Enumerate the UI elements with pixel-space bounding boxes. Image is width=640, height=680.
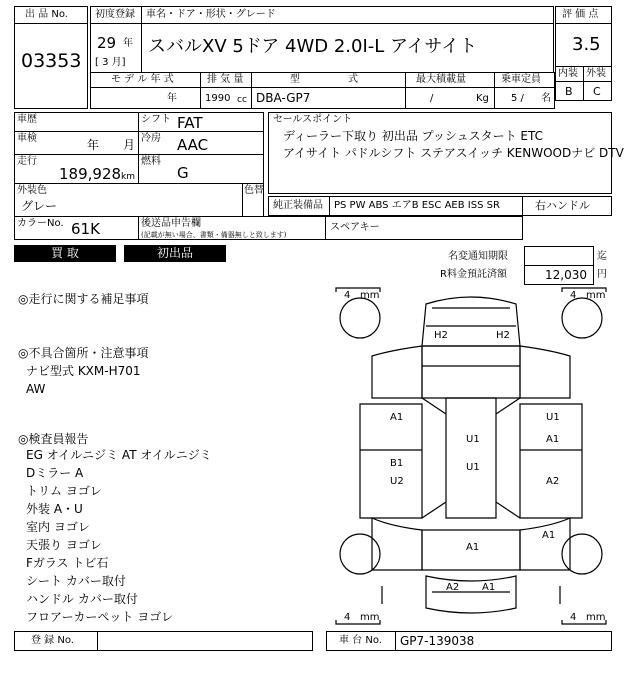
type-label-box bbox=[251, 72, 406, 88]
reg-month: [ 3 月] bbox=[95, 57, 126, 68]
exterior-grade-box bbox=[583, 81, 612, 101]
damage-mark: A1 bbox=[390, 412, 404, 423]
damage-mark: U1 bbox=[546, 412, 560, 423]
chassis-value-box bbox=[395, 631, 612, 651]
damage-mark: U1 bbox=[466, 462, 480, 473]
fuel-label: 燃料 bbox=[141, 156, 161, 167]
driving-title: ◎走行に関する補足事項 bbox=[18, 292, 149, 306]
capacity-box bbox=[494, 87, 555, 109]
recycle-unit: 円 bbox=[597, 269, 607, 280]
recycle-label: R料金預託済額 bbox=[440, 269, 507, 280]
lot-number-box bbox=[14, 23, 88, 109]
sales-line-2: アイサイト パドルシフト ステアスイッチ KENWOODナビ DTV bbox=[283, 146, 624, 160]
max-load-slash: / bbox=[430, 93, 434, 104]
tire-unit-fl: mm bbox=[360, 290, 380, 301]
steering-value: 右ハンドル bbox=[535, 199, 590, 212]
color-no-box bbox=[14, 216, 139, 240]
shift-value: FAT bbox=[177, 114, 203, 132]
inspector-item: 外装 A・U bbox=[26, 502, 83, 516]
eval-score: 3.5 bbox=[572, 34, 601, 55]
lot-label: 出 品 No. bbox=[25, 9, 68, 20]
repaint-box bbox=[242, 183, 264, 217]
mileage-unit: km bbox=[121, 172, 135, 182]
type-box bbox=[251, 87, 406, 109]
capacity-unit: 名 bbox=[541, 93, 551, 104]
inspector-item: トリム ヨゴレ bbox=[26, 484, 102, 498]
tire-depth-rr: 4 bbox=[570, 612, 577, 623]
name-label-box bbox=[141, 6, 554, 24]
inspector-item: フロアーカーペット ヨゴレ bbox=[26, 610, 174, 624]
reg-year: 29 bbox=[97, 34, 117, 52]
capacity-label-box bbox=[494, 72, 555, 88]
color-no-value: 61K bbox=[71, 220, 100, 238]
transfer-unit: 迄 bbox=[597, 251, 607, 262]
equipment-value: PS PW ABS エアB ESC AEB ISS SR bbox=[334, 200, 500, 211]
car-name-box bbox=[141, 23, 554, 73]
inspector-item: 天張り ヨゴレ bbox=[26, 538, 102, 552]
interior-label-box bbox=[555, 66, 584, 82]
inspector-item: 室内 ヨゴレ bbox=[26, 520, 90, 534]
model-year-label-box bbox=[90, 72, 201, 88]
docs-box bbox=[138, 216, 326, 240]
damage-mark: A1 bbox=[466, 542, 480, 553]
inspector-item: EG オイルニジミ AT オイルニジミ bbox=[26, 448, 212, 462]
defects-title: ◎不具合箇所・注意事項 bbox=[18, 346, 149, 360]
damage-mark: U1 bbox=[466, 434, 480, 445]
lot-label-box bbox=[14, 6, 88, 24]
equipment-label-box bbox=[268, 196, 330, 216]
eval-label: 評 価 点 bbox=[562, 9, 599, 20]
mileage-value: 189,928 bbox=[59, 165, 122, 183]
sales-label: セールスポイント bbox=[273, 114, 353, 125]
history-box bbox=[14, 112, 139, 132]
chassis-label-box bbox=[326, 631, 396, 651]
inspector-item: Fガラス トビ石 bbox=[26, 556, 109, 570]
tire-unit-rl: mm bbox=[360, 612, 380, 623]
tire-unit-fr: mm bbox=[586, 290, 606, 301]
displacement-label: 排 気 量 bbox=[207, 74, 244, 85]
equipment-label: 純正装備品 bbox=[273, 200, 323, 211]
transfer-label: 名変通知期限 bbox=[448, 251, 508, 262]
repaint-label: 色替 bbox=[244, 185, 264, 196]
tire-depth-rl: 4 bbox=[344, 612, 351, 623]
model-year-label: モ デ ル 年 式 bbox=[111, 74, 174, 85]
mileage-label: 走行 bbox=[17, 156, 37, 167]
displacement-unit: cc bbox=[237, 95, 247, 105]
docs-label: 後送品申告欄 bbox=[141, 218, 201, 229]
color-no-label: カラーNo. bbox=[17, 218, 64, 229]
inspector-title: ◎検査員報告 bbox=[18, 432, 89, 446]
chassis-label: 車 台 No. bbox=[339, 635, 382, 646]
chassis-value: GP7-139038 bbox=[400, 634, 475, 648]
displacement: 1990 bbox=[205, 93, 231, 104]
max-load-label: 最大積載量 bbox=[416, 74, 466, 85]
max-load-label-box bbox=[405, 72, 495, 88]
reg-label: 初度登録 bbox=[95, 9, 135, 20]
car-damage-diagram bbox=[330, 286, 612, 626]
docs-value-box bbox=[325, 216, 523, 240]
exterior-grade: C bbox=[593, 85, 601, 98]
fuel-value: G bbox=[177, 164, 189, 182]
color-box bbox=[14, 183, 243, 217]
max-load-unit: Kg bbox=[476, 93, 489, 104]
reg-label-box bbox=[90, 6, 142, 24]
color-label: 外装色 bbox=[17, 185, 47, 196]
model-year-unit: 年 bbox=[167, 93, 177, 104]
max-load-box bbox=[405, 87, 495, 109]
name-label: 車名・ドア・形状・グレード bbox=[146, 9, 276, 20]
damage-mark: A2 bbox=[546, 476, 560, 487]
inspection-month: 月 bbox=[123, 138, 136, 152]
model-year-box bbox=[90, 87, 201, 109]
capacity-label: 乗車定員 bbox=[501, 74, 541, 85]
inspection-label: 車検 bbox=[17, 133, 37, 144]
defect-item: ナビ型式 KXM-H701 bbox=[26, 364, 141, 378]
interior-grade: B bbox=[565, 85, 573, 98]
color-value: グレー bbox=[21, 199, 58, 213]
reg-no-label-box bbox=[14, 631, 98, 651]
equipment-box bbox=[329, 196, 523, 216]
tire-depth-fr: 4 bbox=[570, 290, 577, 301]
docs-value: スペアキー bbox=[330, 222, 380, 233]
eval-label-box bbox=[555, 6, 612, 24]
interior-label: 内装 bbox=[558, 68, 578, 79]
history-label: 車歴 bbox=[17, 114, 37, 125]
ac-box bbox=[138, 131, 264, 155]
shift-box bbox=[138, 112, 264, 132]
damage-mark: B1 bbox=[390, 458, 404, 469]
displacement-label-box bbox=[200, 72, 252, 88]
ac-label: 冷房 bbox=[141, 133, 161, 144]
reg-no-value-box bbox=[97, 631, 313, 651]
damage-mark: U2 bbox=[390, 476, 404, 487]
fuel-box bbox=[138, 154, 264, 184]
buy-label: 買 取 bbox=[14, 245, 116, 262]
mileage-box bbox=[14, 154, 139, 184]
damage-mark: A1 bbox=[546, 434, 560, 445]
tire-depth-fl: 4 bbox=[344, 290, 351, 301]
year-unit: 年 bbox=[123, 38, 133, 49]
inspector-item: シート カバー取付 bbox=[26, 574, 126, 588]
steering-box bbox=[522, 196, 612, 216]
reg-no-label: 登 録 No. bbox=[31, 635, 74, 646]
damage-mark: A2 bbox=[446, 582, 460, 593]
interior-grade-box bbox=[555, 81, 584, 101]
exterior-label-box bbox=[583, 66, 612, 82]
sales-line-1: ディーラー下取り 初出品 プッシュスタート ETC bbox=[283, 129, 543, 143]
damage-mark: H2 bbox=[434, 330, 448, 341]
docs-note: (記載が無い場合、書類・備器無しと致します) bbox=[141, 231, 287, 239]
inspection-year: 年 bbox=[87, 138, 100, 152]
transfer-value-box bbox=[524, 246, 594, 266]
reg-date-box bbox=[90, 23, 142, 73]
tire-unit-rr: mm bbox=[586, 612, 606, 623]
damage-mark: A1 bbox=[482, 582, 496, 593]
type-label-2: 式 bbox=[348, 74, 358, 85]
model-type: DBA-GP7 bbox=[256, 91, 311, 105]
inspection-box bbox=[14, 131, 139, 155]
inspector-item: Dミラー A bbox=[26, 466, 84, 480]
type-label: 型 bbox=[290, 74, 300, 85]
first-listing-label: 初出品 bbox=[124, 245, 226, 262]
notes-area bbox=[14, 288, 334, 628]
ac-value: AAC bbox=[177, 136, 209, 154]
recycle-value: 12,030 bbox=[545, 268, 587, 282]
recycle-value-box bbox=[524, 265, 594, 285]
damage-mark: A1 bbox=[542, 530, 556, 541]
eval-score-box bbox=[555, 23, 612, 67]
car-name: スバルXV 5ドア 4WD 2.0I-L アイサイト bbox=[148, 36, 478, 57]
capacity: 5 / bbox=[511, 93, 524, 104]
damage-mark: H2 bbox=[496, 330, 510, 341]
inspector-item: ハンドル カバー取付 bbox=[26, 592, 138, 606]
sales-point-box bbox=[268, 112, 624, 194]
exterior-label: 外装 bbox=[586, 68, 606, 79]
displacement-box bbox=[200, 87, 252, 109]
lot-number: 03353 bbox=[21, 50, 82, 72]
shift-label: シフト bbox=[141, 114, 171, 125]
defect-item: AW bbox=[26, 382, 46, 396]
